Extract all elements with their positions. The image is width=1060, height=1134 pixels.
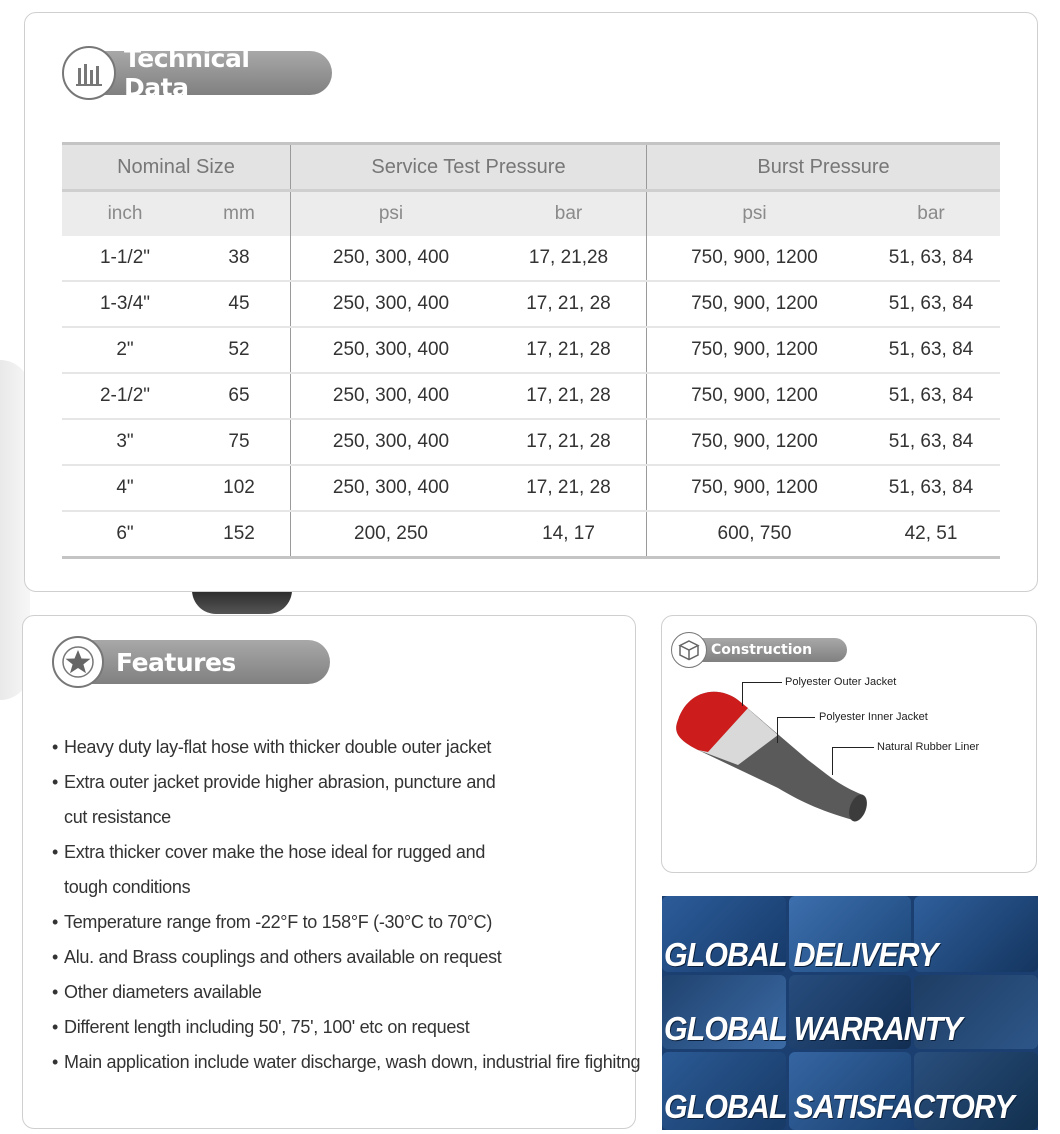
cell-service-bar: 17, 21, 28 xyxy=(491,465,647,511)
global-satisfactory-text: GLOBAL SATISFACTORY xyxy=(664,1088,1014,1125)
subheader-psi: psi xyxy=(647,191,863,237)
cell-burst-psi: 750, 900, 1200 xyxy=(647,373,863,419)
bar-chart-icon xyxy=(62,46,116,100)
cell-mm: 102 xyxy=(188,465,291,511)
subheader-psi: psi xyxy=(291,191,492,237)
callout-line xyxy=(777,717,778,743)
cell-inch: 1-3/4" xyxy=(62,281,188,327)
cell-service-bar: 17, 21,28 xyxy=(491,236,647,281)
table-row xyxy=(62,511,1000,558)
hose-construction-illustration xyxy=(668,680,878,830)
cell-mm: 65 xyxy=(188,373,291,419)
star-icon xyxy=(52,636,104,688)
list-item: • Heavy duty lay-flat hose with thicker double outer jacket xyxy=(52,730,622,765)
technical-data-table xyxy=(62,142,1000,559)
global-warranty-text: GLOBAL WARRANTY xyxy=(664,1010,962,1047)
cell-service-bar: 17, 21, 28 xyxy=(491,373,647,419)
cell-burst-bar: 51, 63, 84 xyxy=(862,373,1000,419)
cell-service-bar: 17, 21, 28 xyxy=(491,281,647,327)
cell-service-psi: 250, 300, 400 xyxy=(291,465,492,511)
background-coupling-image xyxy=(192,590,292,614)
list-item: • Different length including 50', 75', 100' etc on request xyxy=(52,1010,622,1045)
cell-burst-psi: 750, 900, 1200 xyxy=(647,465,863,511)
global-delivery-text: GLOBAL DELIVERY xyxy=(664,936,938,973)
construction-header xyxy=(671,632,847,668)
cell-burst-bar: 51, 63, 84 xyxy=(862,465,1000,511)
table-row xyxy=(62,236,1000,281)
global-banner xyxy=(662,896,1038,1130)
table-row xyxy=(62,465,1000,511)
list-item: • Alu. and Brass couplings and others available on request xyxy=(52,940,622,975)
list-item: • Main application include water discharge, wash down, industrial fire fighitng xyxy=(52,1045,644,1080)
cell-burst-psi: 750, 900, 1200 xyxy=(647,419,863,465)
cell-service-bar: 14, 17 xyxy=(491,511,647,558)
cell-service-bar: 17, 21, 28 xyxy=(491,419,647,465)
callout-line xyxy=(777,717,815,718)
label-outer-jacket: Polyester Outer Jacket xyxy=(785,676,897,688)
callout-line xyxy=(742,682,782,683)
technical-data-header xyxy=(62,46,332,100)
cell-service-psi: 250, 300, 400 xyxy=(291,236,492,281)
construction-title: Construction xyxy=(697,638,847,662)
cell-burst-psi: 600, 750 xyxy=(647,511,863,558)
callout-line xyxy=(742,682,743,706)
callout-line xyxy=(832,747,833,775)
cell-inch: 4" xyxy=(62,465,188,511)
list-item: • Other diameters available xyxy=(52,975,622,1010)
cell-mm: 75 xyxy=(188,419,291,465)
cell-mm: 152 xyxy=(188,511,291,558)
list-item: • Extra thicker cover make the hose ideal for rugged and tough conditions xyxy=(52,835,514,905)
cell-inch: 1-1/2" xyxy=(62,236,188,281)
label-rubber-liner: Natural Rubber Liner xyxy=(877,741,980,753)
cell-burst-bar: 42, 51 xyxy=(862,511,1000,558)
cell-service-psi: 200, 250 xyxy=(291,511,492,558)
cell-service-psi: 250, 300, 400 xyxy=(291,373,492,419)
cell-burst-psi: 750, 900, 1200 xyxy=(647,236,863,281)
subheader-inch: inch xyxy=(62,191,188,237)
table-row xyxy=(62,373,1000,419)
cube-icon xyxy=(671,632,707,668)
cell-inch: 3" xyxy=(62,419,188,465)
subheader-bar: bar xyxy=(862,191,1000,237)
subheader-mm: mm xyxy=(188,191,291,237)
cell-service-psi: 250, 300, 400 xyxy=(291,419,492,465)
header-service-test-pressure: Service Test Pressure xyxy=(291,144,647,191)
label-inner-jacket: Polyester Inner Jacket xyxy=(819,711,928,723)
technical-data-title: Technical Data xyxy=(102,51,332,95)
cell-mm: 52 xyxy=(188,327,291,373)
table-row xyxy=(62,327,1000,373)
cell-burst-bar: 51, 63, 84 xyxy=(862,236,1000,281)
features-title: Features xyxy=(90,640,330,684)
cell-inch: 2" xyxy=(62,327,188,373)
header-burst-pressure: Burst Pressure xyxy=(647,144,1001,191)
list-item: • Extra outer jacket provide higher abrasion, puncture and cut resistance xyxy=(52,765,504,835)
table-row xyxy=(62,419,1000,465)
cell-inch: 6" xyxy=(62,511,188,558)
header-nominal-size: Nominal Size xyxy=(62,144,291,191)
list-item: • Temperature range from -22°F to 158°F (-30°C to 70°C) xyxy=(52,905,622,940)
cell-service-psi: 250, 300, 400 xyxy=(291,327,492,373)
cell-burst-bar: 51, 63, 84 xyxy=(862,327,1000,373)
cell-service-bar: 17, 21, 28 xyxy=(491,327,647,373)
table-row xyxy=(62,281,1000,327)
cell-service-psi: 250, 300, 400 xyxy=(291,281,492,327)
cell-mm: 45 xyxy=(188,281,291,327)
cell-burst-bar: 51, 63, 84 xyxy=(862,281,1000,327)
cell-burst-psi: 750, 900, 1200 xyxy=(647,327,863,373)
features-header xyxy=(52,636,330,688)
cell-burst-psi: 750, 900, 1200 xyxy=(647,281,863,327)
callout-line xyxy=(832,747,874,748)
cell-burst-bar: 51, 63, 84 xyxy=(862,419,1000,465)
features-list xyxy=(52,730,641,1080)
cell-inch: 2-1/2" xyxy=(62,373,188,419)
subheader-bar: bar xyxy=(491,191,647,237)
cell-mm: 38 xyxy=(188,236,291,281)
